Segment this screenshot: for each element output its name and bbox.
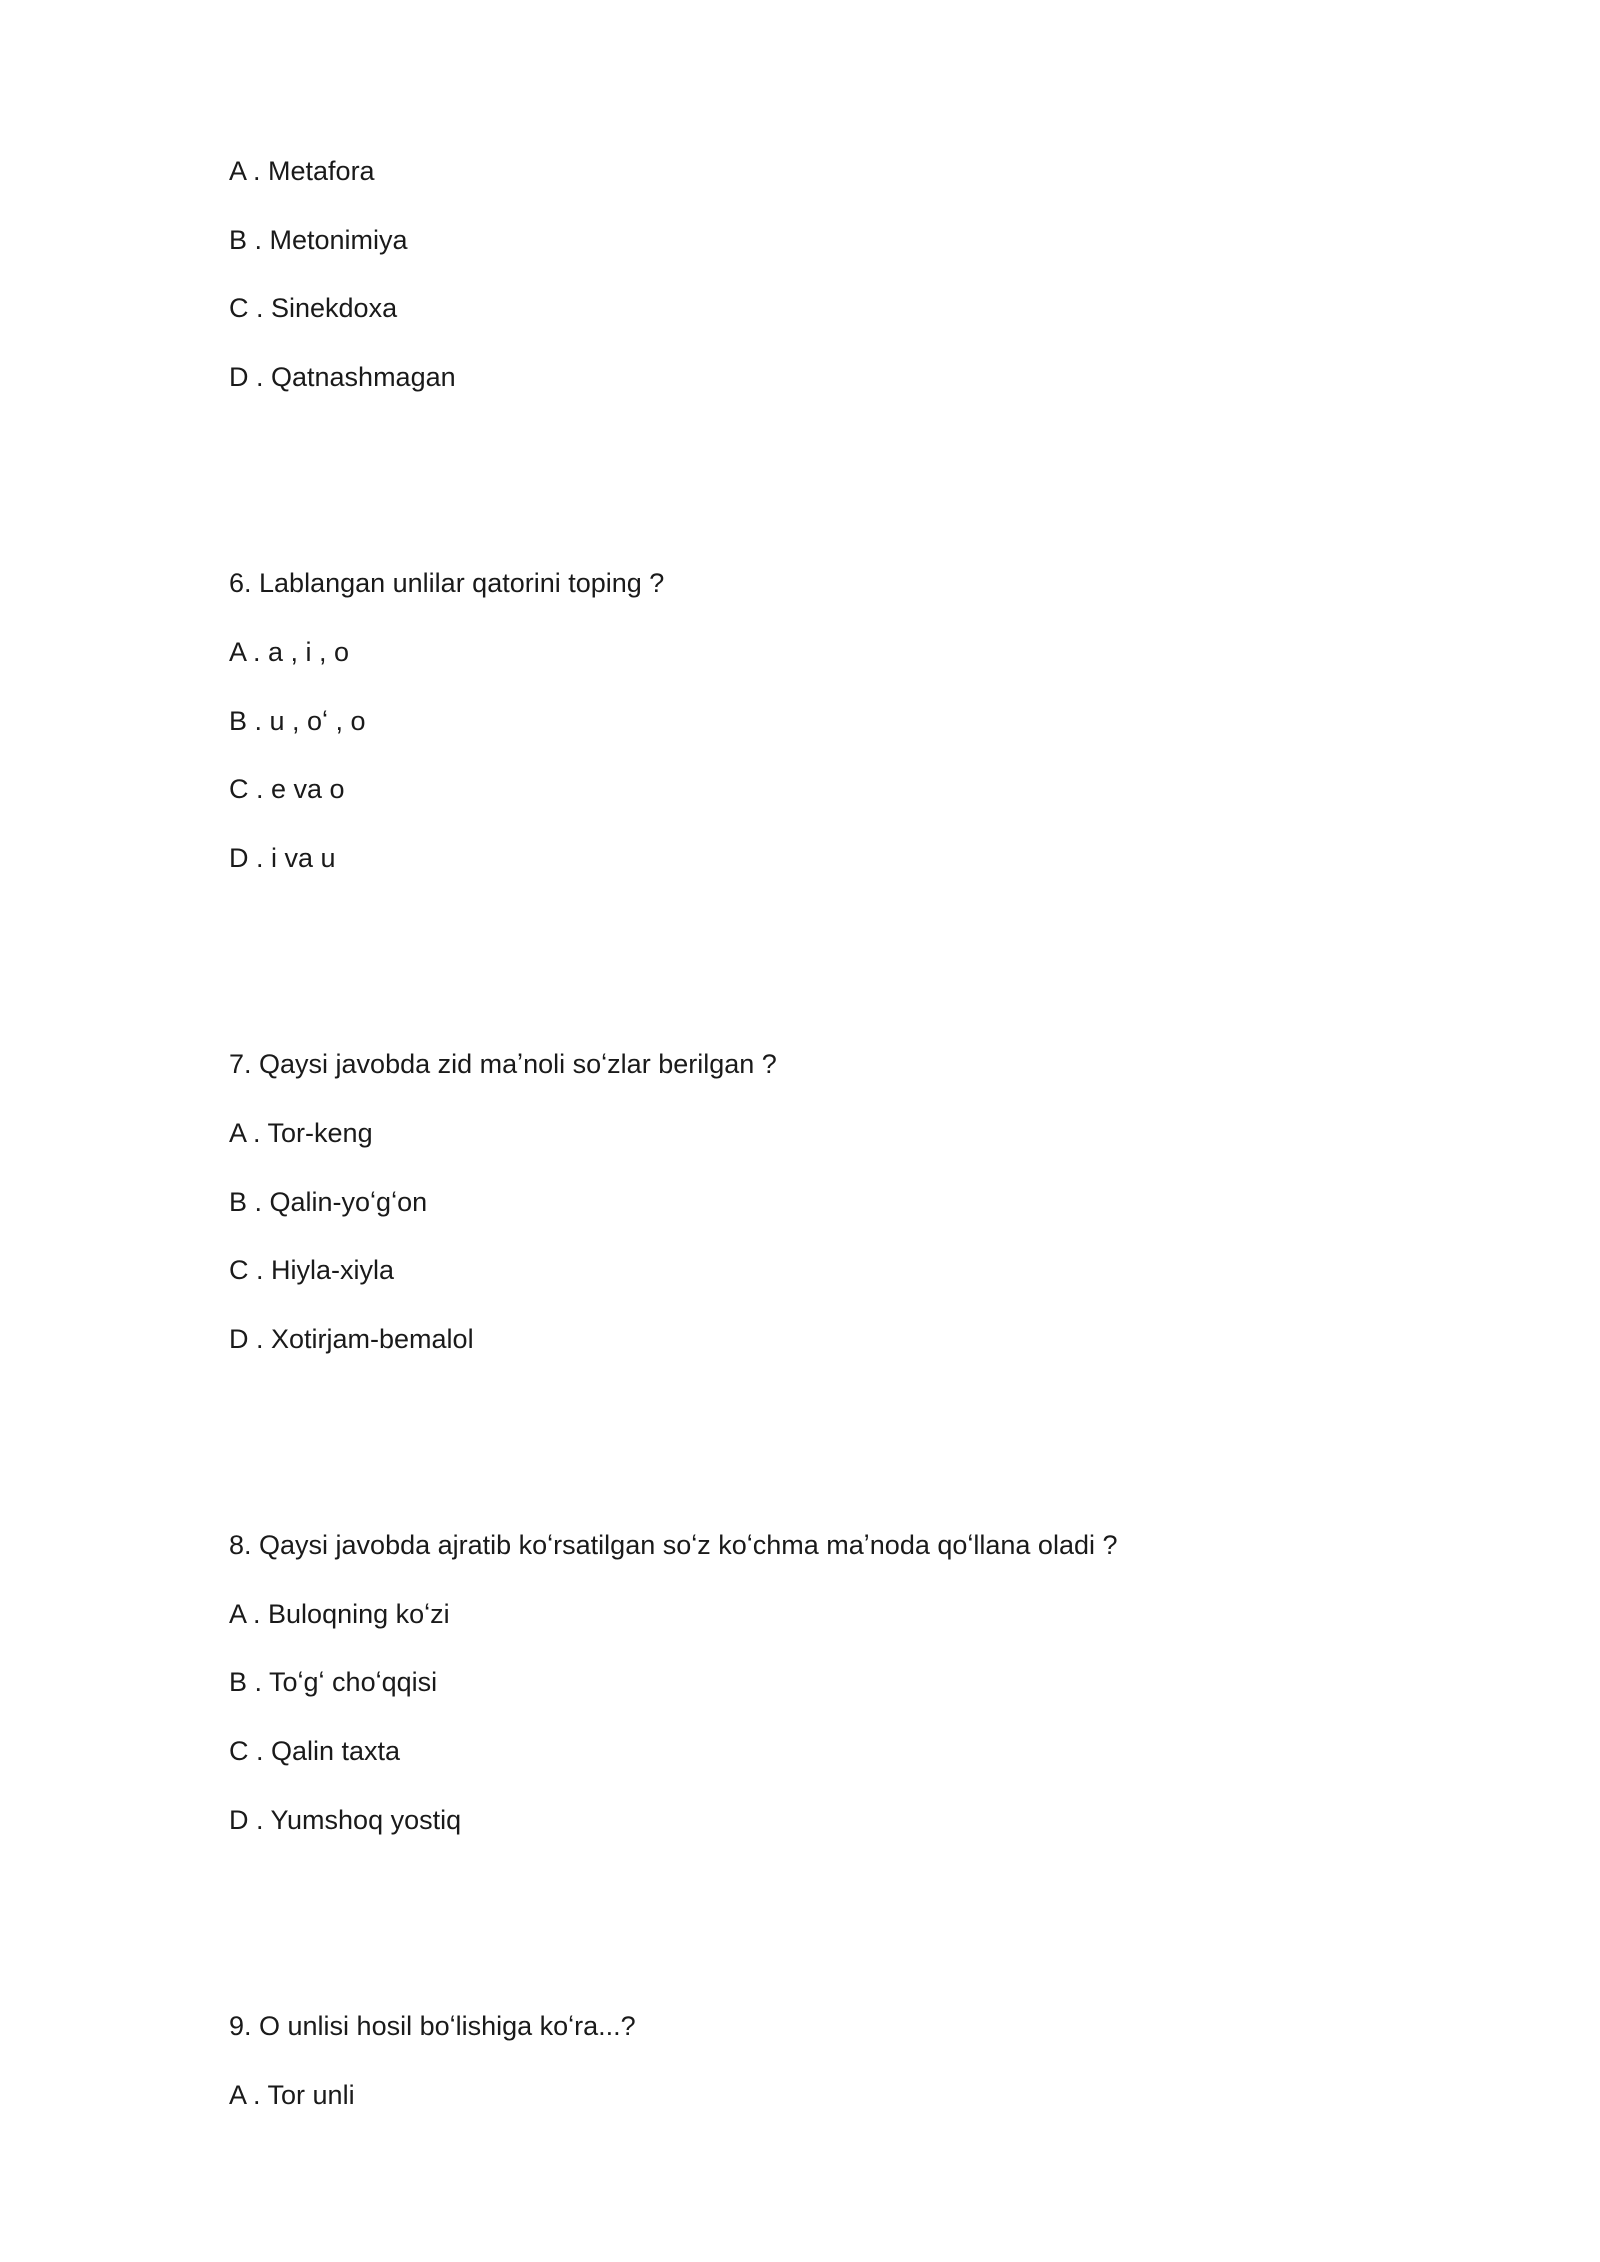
q8-question: 8. Qaysi javobda ajratib koʻrsatilgan soʻz koʻchma maʼnoda qoʻllana oladi ? [229, 1530, 1118, 1560]
q8-option-c: C . Qalin taxta [229, 1736, 401, 1766]
q5-option-b: B . Metonimiya [229, 225, 408, 255]
q9-question: 9. O unlisi hosil boʻlishiga koʻra...? [229, 2011, 636, 2041]
q8-option-b: B . Toʻgʻ choʻqqisi [229, 1667, 438, 1697]
q7-option-b: B . Qalin-yoʻgʻon [229, 1187, 428, 1217]
q5-option-c: C . Sinekdoxa [229, 293, 398, 323]
q6-option-b: B . u , oʻ , o [229, 706, 366, 736]
q7-option-c: C . Hiyla-xiyla [229, 1255, 395, 1285]
q5-option-a: A . Metafora [229, 156, 375, 186]
q9-option-a: A . Tor unli [229, 2080, 355, 2110]
q7-option-d: D . Xotirjam-bemalol [229, 1324, 474, 1354]
q7-question: 7. Qaysi javobda zid maʼnoli soʻzlar berilgan ? [229, 1049, 777, 1079]
q8-option-a: A . Buloqning koʻzi [229, 1599, 450, 1629]
q6-question: 6. Lablangan unlilar qatorini toping ? [229, 568, 665, 598]
q8-option-d: D . Yumshoq yostiq [229, 1805, 462, 1835]
q7-option-a: A . Tor-keng [229, 1118, 373, 1148]
q6-option-c: C . e va o [229, 774, 345, 804]
q5-option-d: D . Qatnashmagan [229, 362, 456, 392]
q6-option-d: D . i va u [229, 843, 336, 873]
q6-option-a: A . a , i , o [229, 637, 350, 667]
